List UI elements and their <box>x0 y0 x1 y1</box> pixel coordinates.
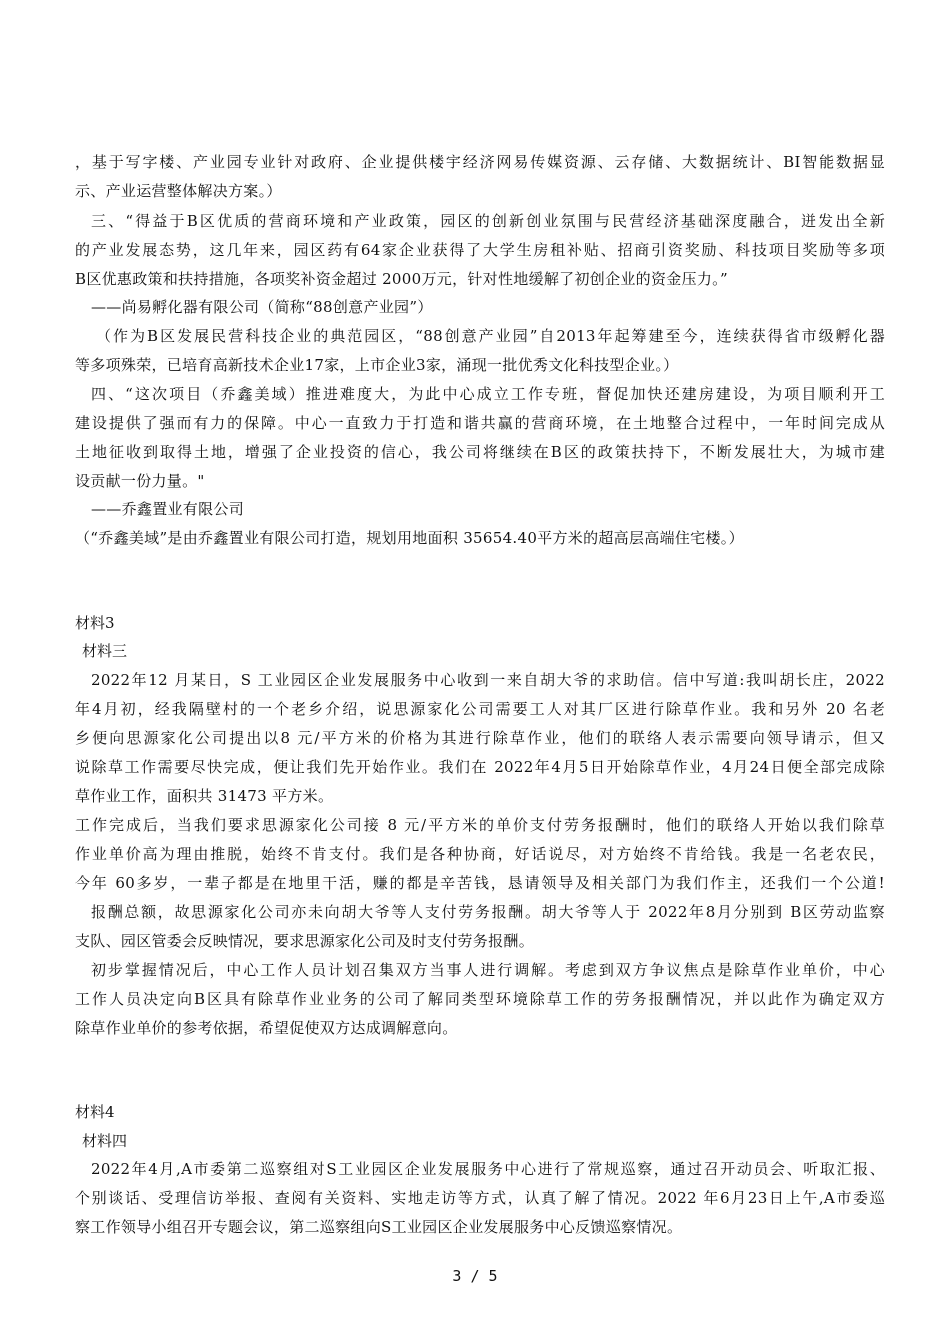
material-3-title: 材料三 <box>82 642 128 660</box>
paragraph-line: 设贡献一份力量。" <box>75 472 205 490</box>
paragraph-line: 说除草工作需要尽快完成，便让我们先开始作业。我们在 2022年4月5日开始除草作业，4月24日便全部完成除 <box>75 758 885 776</box>
paragraph-line: 作业单价高为理由推脱，始终不肯支付。我们是各种协商，好话说尽，对方始终不肯给钱。我是一名老农民， <box>75 845 885 863</box>
paragraph-line: 年4月初，经我隔壁村的一个老乡介绍，说思源家化公司需要工人对其厂区进行除草作业。我和另外 20 名老 <box>75 700 885 718</box>
paragraph-line: 工作人员决定向B区具有除草作业业务的公司了解同类型环境除草工作的劳务报酬情况，并以此作为确定双方 <box>75 990 885 1008</box>
paragraph-line: 察工作领导小组召开专题会议，第二巡察组向S工业园区企业发展服务中心反馈巡察情况。 <box>75 1218 683 1236</box>
attribution-line: ——乔鑫置业有限公司 <box>91 500 245 518</box>
material-4-label: 材料4 <box>75 1103 115 1121</box>
paragraph-line: 建设提供了强而有力的保障。中心一直致力于打造和谐共赢的营商环境，在土地整合过程中，一年时间完成从 <box>75 414 885 432</box>
paragraph-line: 今年 60多岁，一辈子都是在地里干活，赚的都是辛苦钱，恳请领导及相关部门为我们作主，还我们一个公道! <box>75 874 885 892</box>
paragraph-line: （“乔鑫美域”是由乔鑫置业有限公司打造，规划用地面积 35654.40平方米的超高层高端住宅楼。） <box>75 529 744 547</box>
paragraph-line: 支队、园区管委会反映情况，要求思源家化公司及时支付劳务报酬。 <box>75 932 535 950</box>
paragraph-line: （作为B区发展民营科技企业的典范园区，“88创意产业园”自2013年起筹建至今，连续获得省市级孵化器 <box>96 327 885 345</box>
attribution-line: ——尚易孵化器有限公司（简称“88创意产业园”） <box>91 298 433 316</box>
paragraph-line: 土地征收到取得土地，增强了企业投资的信心，我公司将继续在B区的政策扶持下，不断发展壮大，为城市建 <box>75 443 885 461</box>
paragraph-line: 等多项殊荣，已培育高新技术企业17家，上市企业3家，涌现一批优秀文化科技型企业。） <box>75 356 679 374</box>
paragraph-line: 工作完成后，当我们要求思源家化公司接 8 元/平方米的单价支付劳务报酬时，他们的联络人开始以我们除草 <box>75 816 885 834</box>
paragraph-line: 除草作业单价的参考依据，希望促使双方达成调解意向。 <box>75 1019 458 1037</box>
material-3-label: 材料3 <box>75 614 115 632</box>
material-4-title: 材料四 <box>82 1132 128 1150</box>
paragraph-line: 报酬总额，故思源家化公司亦未向胡大爷等人支付劳务报酬。胡大爷等人于 2022年8月分别到 B区劳动监察 <box>91 903 885 921</box>
paragraph-line: ，基于写字楼、产业园专业针对政府、企业提供楼宇经济网易传媒资源、云存储、大数据统计、BI智能数据显 <box>75 153 885 171</box>
paragraph-line: B区优惠政策和扶持措施，各项奖补资金超过 2000万元，针对性地缓解了初创企业的资金压力。” <box>75 270 728 288</box>
paragraph-line: 示、产业运营整体解决方案。） <box>75 182 282 200</box>
paragraph-line: 2022年4月,A市委第二巡察组对S工业园区企业发展服务中心进行了常规巡察，通过召开动员会、听取汇报、 <box>91 1160 885 1178</box>
paragraph-line: 2022年12 月某日，S 工业园区企业发展服务中心收到一来自胡大爷的求助信。信中写道:我叫胡长庄，2022 <box>91 671 885 689</box>
page-number: 3 / 5 <box>452 1267 498 1285</box>
paragraph-line: 初步掌握情况后，中心工作人员计划召集双方当事人进行调解。考虑到双方争议焦点是除草作业单价，中心 <box>91 961 885 979</box>
paragraph-line: 的产业发展态势，这几年来，园区药有64家企业获得了大学生房租补贴、招商引资奖励、科技项目奖励等多项 <box>75 241 885 259</box>
paragraph-line: 乡便向思源家化公司提出以8 元/平方米的价格为其进行除草作业，他们的联络人表示需要向领导请示，但又 <box>75 729 885 747</box>
paragraph-line: 个别谈话、受理信访举报、查阅有关资料、实地走访等方式，认真了解了情况。2022 年6月23日上午,A市委巡 <box>75 1189 885 1207</box>
paragraph-line: 三、“得益于B区优质的营商环境和产业政策，园区的创新创业氛围与民营经济基础深度融合，迸发出全新 <box>91 212 885 230</box>
paragraph-line: 四、“这次项目（乔鑫美域）推进难度大，为此中心成立工作专班，督促加快还建房建设，为项目顺利开工 <box>91 385 885 403</box>
paragraph-line: 草作业工作，面积共 31473 平方米。 <box>75 787 334 805</box>
